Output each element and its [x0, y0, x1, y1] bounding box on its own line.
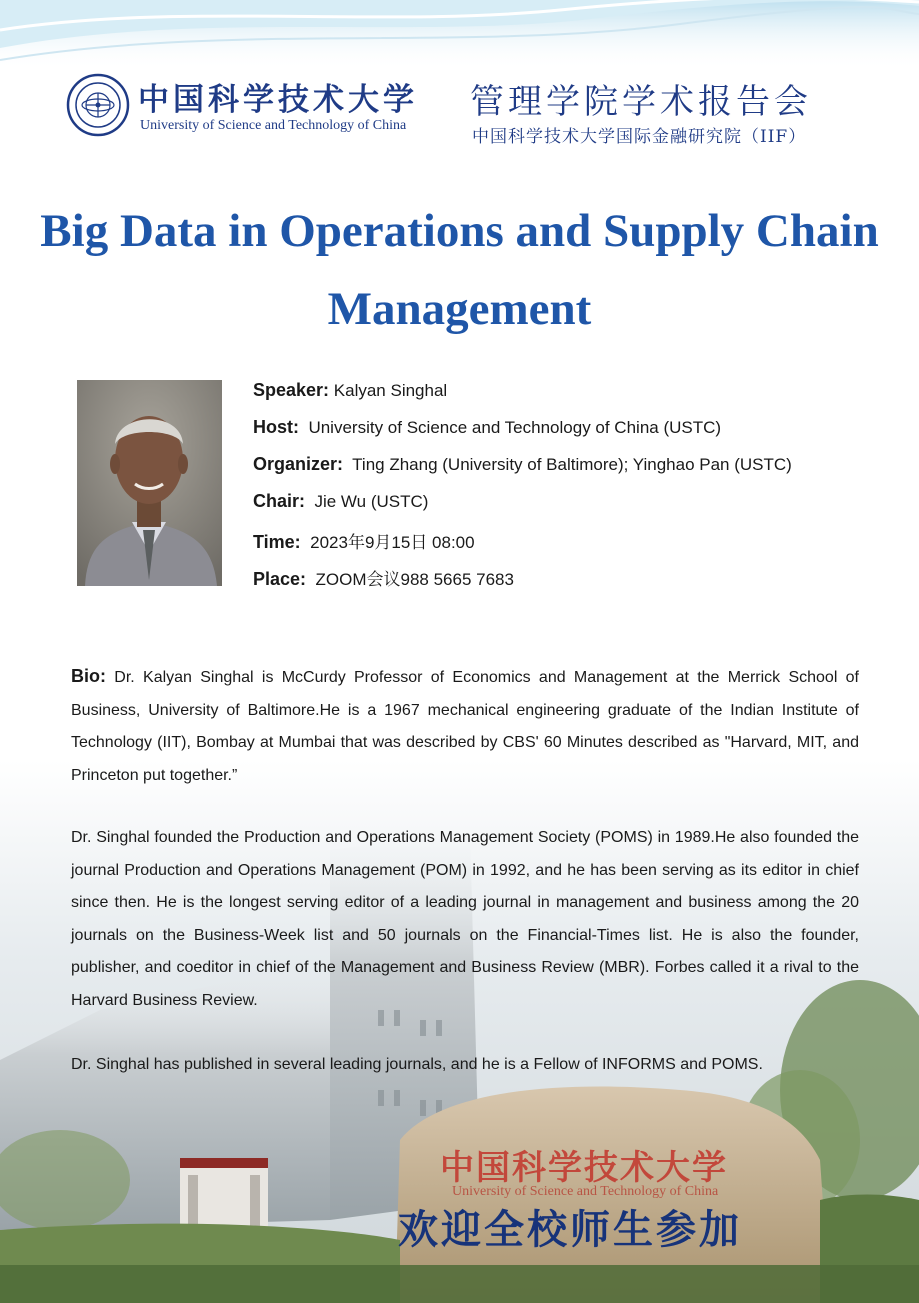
organizer-value: Ting Zhang (University of Baltimore); Yinghao Pan (USTC)	[352, 455, 792, 474]
lecture-info	[253, 380, 893, 602]
time-value: 2023年9月15日 08:00	[310, 533, 475, 552]
bio-text-1: Dr. Kalyan Singhal is McCurdy Professor of Economics and Management at the Merrick School of Business, University of Baltimore.He is a 1967 mechanical engineering graduate of the Indian Institute of Technology (IIT), Bombay at Mumbai that was described by CBS' 60 Minutes described as "Harvard, MIT, and Princeton put together.”	[71, 669, 859, 784]
organizer-row	[253, 454, 893, 491]
ustc-seal-logo	[66, 73, 130, 137]
place-row	[253, 565, 893, 602]
host-label: Host:	[253, 417, 299, 437]
university-name-cn: 中国科学技术大学	[138, 82, 418, 118]
stone-inscription-cn: 中国科学技术大学	[440, 1148, 728, 1188]
time-label: Time:	[253, 532, 301, 552]
speaker-row	[253, 380, 893, 417]
chair-row	[253, 491, 893, 528]
welcome-slogan: 欢迎全校师生参加	[398, 1206, 742, 1253]
chair-value: Jie Wu (USTC)	[314, 492, 429, 511]
event-subtitle-cn: 中国科学技术大学国际金融研究院（IIF）	[472, 127, 807, 147]
time-row	[253, 528, 893, 565]
event-title-cn: 管理学院学术报告会	[470, 82, 812, 122]
bio-label: Bio:	[71, 666, 106, 686]
bio-paragraph-3: Dr. Singhal has published in several leading journals, and he is a Fellow of INFORMS and POMS.	[71, 1056, 763, 1073]
organizer-label: Organizer:	[253, 454, 344, 474]
place-label: Place:	[253, 569, 307, 589]
speaker-label: Speaker:	[253, 380, 330, 400]
speaker-value: Kalyan Singhal	[333, 381, 448, 400]
speaker-photo	[77, 380, 222, 586]
university-name-en: University of Science and Technology of China	[140, 118, 407, 133]
top-wave-decoration	[0, 0, 919, 70]
host-value: University of Science and Technology of China (USTC)	[308, 418, 722, 437]
place-value: ZOOM会议988 5665 7683	[315, 570, 514, 589]
stone-inscription-en: University of Science and Technology of China	[452, 1184, 719, 1199]
lecture-title: Big Data in Operations and Supply Chain Management	[40, 205, 879, 335]
bio-paragraph-2: Dr. Singhal founded the Production and Operations Management Society (POMS) in 1989.He also founded the journal Production and Operations Management (POM) in 1992, and he has been serving as its editor in chief since then. He is the longest serving editor of a leading journal in management and business among the 20 journals on the Business-Week list and 50 journals on the Financial-Times list. He is also the founder, publisher, and coeditor in chief of the Management and Business Review (MBR). Forbes called it a rival to the Harvard Business Review.	[71, 829, 859, 1009]
chair-label: Chair:	[253, 491, 306, 511]
bio-paragraph-1	[71, 660, 859, 792]
host-row	[253, 417, 893, 454]
